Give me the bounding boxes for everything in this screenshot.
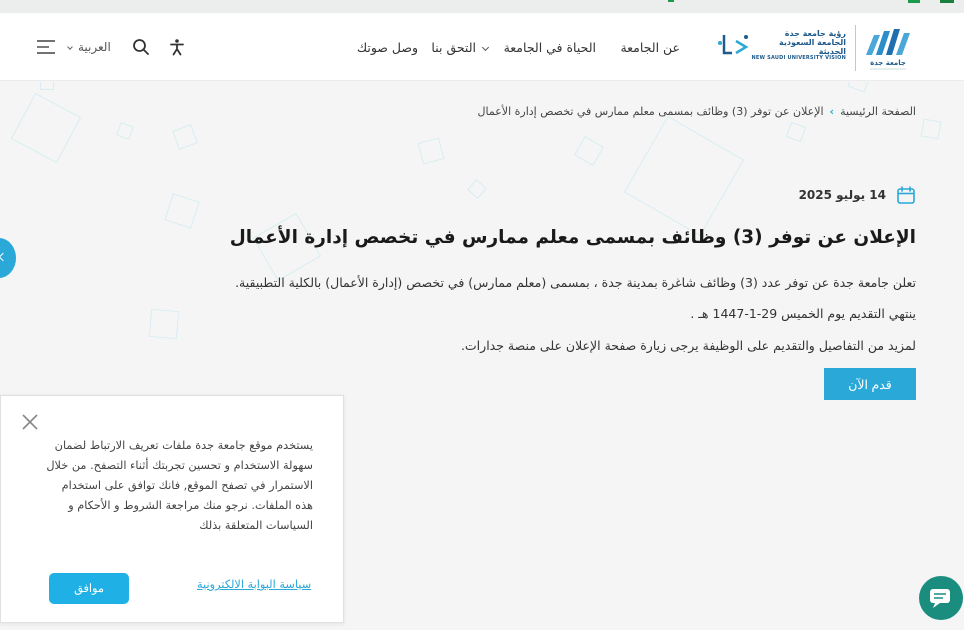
- accessibility-icon[interactable]: [168, 38, 186, 56]
- article-paragraph: تعلن جامعة جدة عن توفر عدد (3) وظائف شاغرة بمدينة جدة ، بمسمى (معلم ممارس) في تخصص (إدارة الأعمال) بالكلية التطبيقية.: [235, 275, 916, 290]
- article-paragraph: لمزيد من التفاصيل والتقديم على الوظيفة يرجى زيارة صفحة الإعلان على منصة جدارات.: [460, 338, 916, 353]
- language-selector[interactable]: [68, 40, 111, 54]
- chat-icon: [919, 576, 963, 620]
- apply-now-button[interactable]: قدم الآن: [824, 368, 916, 400]
- cookie-message: يستخدم موقع جامعة جدة ملفات تعريف الارتباط لضمان سهولة الاستخدام و تحسين تجربتك أثناء التصفح. من خلال الاستمرار في تصفح الموقع, فانك توافق على استخدام هذه الملفات. نرجو منك مراجعة الشروط و الأحكام و السياسات المتعلقة بذلك: [46, 439, 313, 532]
- vision-logo-english: NEW SAUDI UNIVERSITY VISION: [751, 55, 846, 61]
- nav-label: الحياة في الجامعة: [503, 40, 596, 55]
- site-header: [0, 13, 964, 81]
- vision-logo[interactable]: [716, 27, 846, 67]
- calendar-icon: [896, 185, 916, 205]
- accept-cookies-button[interactable]: موافق: [49, 573, 129, 604]
- breadcrumb: [478, 105, 916, 118]
- chevron-down-icon: [67, 44, 73, 50]
- nav-label: التحق بنا: [431, 40, 476, 55]
- close-icon[interactable]: [21, 413, 39, 431]
- nav-item-campus-life[interactable]: [504, 40, 596, 55]
- svg-text:جامعة جدة: جامعة جدة: [870, 59, 906, 67]
- top-strip: [0, 0, 964, 13]
- article-paragraph: ينتهي التقديم يوم الخميس 29-1-1447 هـ .: [690, 306, 916, 321]
- nav-label: وصل صوتك: [356, 40, 418, 55]
- nav-item-your-voice[interactable]: [357, 40, 418, 55]
- page-title: الإعلان عن توفر (3) وظائف بمسمى معلم ممارس في تخصص إدارة الأعمال: [229, 227, 916, 248]
- language-label: العربية: [78, 40, 111, 54]
- article-date: [799, 185, 916, 205]
- chevron-left-icon: [0, 253, 7, 261]
- jeddah-university-logo[interactable]: [862, 21, 914, 73]
- portal-policy-link[interactable]: سياسة البوابة الالكترونية: [197, 578, 312, 591]
- nav-label: عن الجامعة: [620, 40, 680, 55]
- search-icon[interactable]: [132, 38, 150, 56]
- breadcrumb-home[interactable]: الصفحة الرئيسية: [840, 105, 916, 118]
- chevron-down-icon: [482, 44, 489, 51]
- chat-button[interactable]: [919, 576, 963, 620]
- nav-item-about[interactable]: [620, 40, 680, 55]
- cookie-consent-panel: [0, 395, 344, 623]
- breadcrumb-current: الإعلان عن توفر (3) وظائف بمسمى معلم ممارس في تخصص إدارة الأعمال: [477, 105, 824, 118]
- logo-divider: [855, 25, 856, 71]
- date-text: 14 يوليو 2025: [798, 188, 886, 202]
- vision-logo-text: رؤية جامعة جدة الجامعة السعودية الحديثة: [779, 29, 846, 56]
- nav-item-join-us[interactable]: [431, 40, 488, 55]
- vision-mark-icon: [716, 33, 752, 57]
- menu-icon[interactable]: [36, 38, 56, 56]
- chevron-left-icon: ›: [829, 105, 835, 118]
